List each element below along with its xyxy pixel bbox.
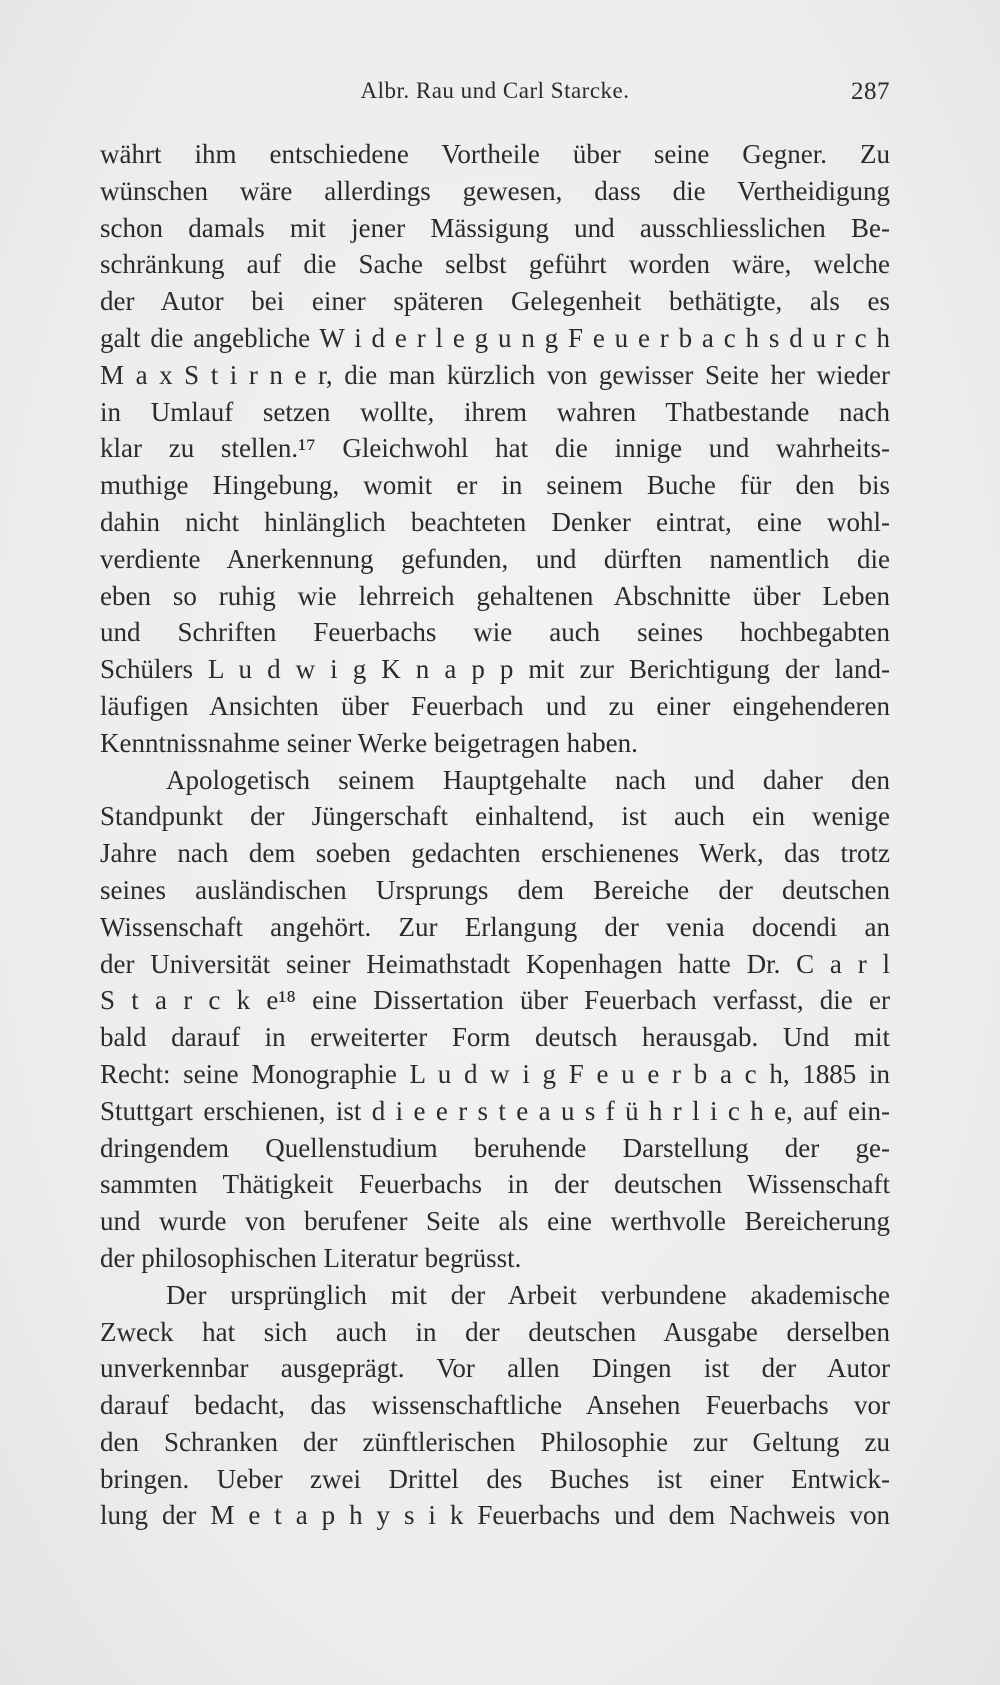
- text-line: sammten Thätigkeit Feuerbachs in der deutschen Wissenschaft: [100, 1169, 890, 1200]
- text-line: wünschen wäre allerdings gewesen, dass die Vertheidigung: [100, 175, 890, 206]
- text-line: bald darauf in erweiterter Form deutsch herausgab. Und mit: [100, 1022, 890, 1053]
- text-line: Wissenschaft angehört. Zur Erlangung der venia docendi an: [100, 911, 890, 942]
- text-line: Schülers L u d w i g K n a p p mit zur Berichtigung der land-: [100, 654, 890, 685]
- text-line: verdiente Anerkennung gefunden, und dürften namentlich die: [100, 543, 890, 574]
- text-line: schon damals mit jener Mässigung und ausschliesslichen Be-: [100, 212, 890, 243]
- running-title: Albr. Rau und Carl Starcke.: [360, 78, 630, 103]
- paragraph-end-line: Kenntnissnahme seiner Werke beigetragen haben.: [100, 727, 638, 758]
- page-number: 287: [851, 78, 890, 105]
- running-head: [100, 78, 890, 112]
- text-line: darauf bedacht, das wissenschaftliche Ansehen Feuerbachs vor: [100, 1390, 890, 1421]
- text-line: dringendem Quellenstudium beruhende Darstellung der ge-: [100, 1132, 890, 1163]
- text-line: galt die angebliche W i d e r l e g u n g F e u e r b a c h s d u r c h: [100, 322, 890, 353]
- text-line: währt ihm entschiedene Vortheile über seine Gegner. Zu: [100, 139, 890, 169]
- text-line: Standpunkt der Jüngerschaft einhaltend, ist auch ein wenige: [100, 801, 890, 832]
- text-line: lung der M e t a p h y s i k Feuerbachs und dem Nachweis von: [100, 1500, 890, 1531]
- text-line: eben so ruhig wie lehrreich gehaltenen Abschnitte über Leben: [100, 580, 890, 611]
- paragraph-end-line: der philosophischen Literatur begrüsst.: [100, 1242, 522, 1273]
- body-text: [100, 136, 890, 1534]
- text-line: und wurde von berufener Seite als eine werthvolle Bereicherung: [100, 1206, 890, 1237]
- text-line: Jahre nach dem soeben gedachten erschienenes Werk, das trotz: [100, 838, 890, 869]
- text-line: Zweck hat sich auch in der deutschen Ausgabe derselben: [100, 1316, 890, 1347]
- text-line: S t a r c k e¹⁸ eine Dissertation über Feuerbach verfasst, die er: [100, 985, 890, 1016]
- text-line: klar zu stellen.¹⁷ Gleichwohl hat die innige und wahrheits-: [100, 433, 890, 464]
- text-line: der Universität seiner Heimathstadt Kopenhagen hatte Dr. C a r l: [100, 948, 890, 979]
- text-line: in Umlauf setzen wollte, ihrem wahren Thatbestande nach: [100, 396, 890, 427]
- text-line: dahin nicht hinlänglich beachteten Denker eintrat, eine wohl-: [100, 506, 890, 537]
- text-line: seines ausländischen Ursprungs dem Bereiche der deutschen: [100, 874, 890, 905]
- text-line: M a x S t i r n e r, die man kürzlich von gewisser Seite her wieder: [100, 359, 890, 390]
- paragraph-start-line: Der ursprünglich mit der Arbeit verbundene akademische: [166, 1279, 890, 1310]
- text-line: Stuttgart erschienen, ist d i e e r s t e a u s f ü h r l i c h e, auf ein-: [100, 1095, 890, 1126]
- text-line: Recht: seine Monographie L u d w i g F e u e r b a c h, 1885 in: [100, 1058, 890, 1089]
- text-line: und Schriften Feuerbachs wie auch seines hochbegabten: [100, 617, 890, 648]
- text-line: bringen. Ueber zwei Drittel des Buches ist einer Entwick-: [100, 1463, 890, 1494]
- text-line: schränkung auf die Sache selbst geführt worden wäre, welche: [100, 249, 890, 280]
- text-line: muthige Hingebung, womit er in seinem Buche für den bis: [100, 470, 890, 501]
- text-line: der Autor bei einer späteren Gelegenheit bethätigte, als es: [100, 286, 890, 317]
- text-line: den Schranken der zünftlerischen Philosophie zur Geltung zu: [100, 1426, 890, 1457]
- paragraph-start-line: Apologetisch seinem Hauptgehalte nach und daher den: [166, 764, 890, 795]
- text-line: läufigen Ansichten über Feuerbach und zu einer eingehenderen: [100, 690, 890, 721]
- text-line: unverkennbar ausgeprägt. Vor allen Dingen ist der Autor: [100, 1353, 890, 1384]
